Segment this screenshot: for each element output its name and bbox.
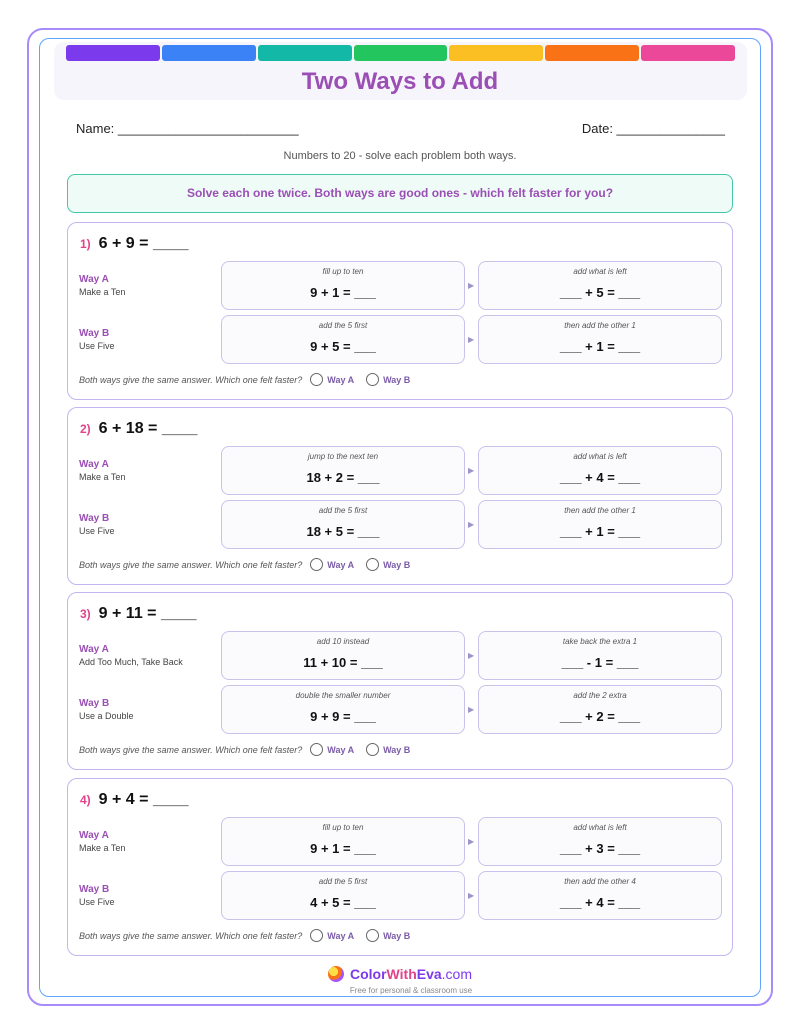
way-a-description: Make a Ten [79,287,126,297]
problem-number: 4) [80,793,91,807]
step-hint: then add the other 1 [564,506,636,515]
arrow-right-icon: ▶ [468,891,475,900]
rainbow-segment [545,45,639,61]
step-equation[interactable]: 9 + 1 = ___ [310,285,376,300]
way-b-step-1[interactable] [221,315,465,364]
way-b-label [79,698,134,721]
compare-question-text: Both ways give the same answer. Which one felt faster? [79,559,303,570]
date-field[interactable]: Date: _______________ [581,121,725,136]
brand-part-eva: Eva [416,966,442,982]
radio-way-b-label: Way B [383,374,411,385]
way-b-title: Way B [79,884,110,895]
problem-number: 1) [80,237,91,251]
step-equation[interactable]: ___ + 4 = ___ [559,470,641,485]
rainbow-segment [162,45,256,61]
rainbow-segment [354,45,448,61]
way-a-label [79,644,183,667]
arrow-right-icon: ▶ [468,281,475,290]
radio-circle-icon[interactable] [310,373,323,386]
footer [0,966,800,995]
way-a-title: Way A [79,644,109,655]
radio-way-a-label: Way A [327,744,355,755]
radio-circle-icon[interactable] [366,373,379,386]
way-a-step-2[interactable] [478,631,722,680]
way-b-description: Use a Double [79,711,134,721]
compare-question-text: Both ways give the same answer. Which one felt faster? [79,930,303,941]
way-b-description: Use Five [79,526,115,536]
radio-way-a-label: Way A [327,374,355,385]
way-b-step-2[interactable] [478,500,722,549]
radio-way-a[interactable] [310,373,354,386]
radio-way-b[interactable] [366,743,410,756]
worksheet-subtitle: Numbers to 20 - solve each problem both ways. [283,150,517,162]
step-equation[interactable]: ___ + 4 = ___ [559,895,641,910]
way-a-description: Make a Ten [79,472,126,482]
radio-circle-icon[interactable] [366,929,379,942]
way-b-label [79,513,115,536]
footer-tagline: Free for personal & classroom use [349,986,473,995]
way-b-title: Way B [79,328,110,339]
step-hint: add the 5 first [318,506,368,515]
step-equation[interactable]: ___ + 3 = ___ [559,841,641,856]
radio-way-b[interactable] [366,558,410,571]
way-a-title: Way A [79,274,109,285]
radio-way-a-label: Way A [327,930,355,941]
palette-logo-icon [328,966,344,982]
step-hint: then add the other 1 [564,321,636,330]
way-b-description: Use Five [79,341,115,351]
arrow-right-icon: ▶ [468,705,475,714]
way-b-step-1[interactable] [221,500,465,549]
step-equation[interactable]: ___ - 1 = ___ [561,655,639,670]
tip-banner: Solve each one twice. Both ways are good ones - which felt faster for you? [67,174,733,213]
step-equation[interactable]: 9 + 5 = ___ [310,339,376,354]
radio-way-a-label: Way A [327,559,355,570]
compare-question-text: Both ways give the same answer. Which one felt faster? [79,374,303,385]
radio-circle-icon[interactable] [310,558,323,571]
problem-header [80,605,197,629]
problem-header [80,235,189,259]
step-equation[interactable]: ___ + 2 = ___ [559,709,641,724]
radio-circle-icon[interactable] [310,929,323,942]
step-hint: add what is left [573,267,627,276]
radio-way-b-label: Way B [383,744,411,755]
worksheet-title: Two Ways to Add [301,68,499,95]
step-equation[interactable]: ___ + 1 = ___ [559,339,641,354]
brand-part-color: Color [349,966,387,982]
step-hint: add the 5 first [318,321,368,330]
step-equation[interactable]: ___ + 5 = ___ [559,285,641,300]
radio-way-b[interactable] [366,373,410,386]
way-b-title: Way B [79,698,110,709]
way-a-step-2[interactable] [478,261,722,310]
radio-way-a[interactable] [310,743,354,756]
way-a-label [79,830,125,853]
problem-header [80,791,189,815]
step-equation[interactable]: 9 + 9 = ___ [310,709,376,724]
radio-way-b-label: Way B [383,930,411,941]
step-equation[interactable]: 18 + 2 = ___ [306,470,380,485]
problem-equation: 9 + 11 = ____ [98,605,197,622]
radio-way-a[interactable] [310,558,354,571]
arrow-right-icon: ▶ [468,466,475,475]
faster-way-question [79,373,422,386]
rainbow-segment [641,45,735,61]
compare-question-text: Both ways give the same answer. Which one felt faster? [79,744,303,755]
arrow-right-icon: ▶ [468,837,475,846]
rainbow-segment [449,45,543,61]
way-b-step-1[interactable] [221,871,465,920]
footer-brand [328,966,472,982]
way-a-step-2[interactable] [478,446,722,495]
way-a-title: Way A [79,830,109,841]
arrow-right-icon: ▶ [468,335,475,344]
faster-way-question [79,929,422,942]
radio-way-b-label: Way B [383,559,411,570]
way-b-step-2[interactable] [478,315,722,364]
step-hint: fill up to ten [322,267,364,276]
faster-way-question [79,558,422,571]
step-hint: add 10 instead [316,637,370,646]
radio-circle-icon[interactable] [366,743,379,756]
rainbow-segment [258,45,352,61]
problem-number: 2) [80,422,91,436]
problem-card [67,407,733,585]
way-b-step-2[interactable] [478,685,722,734]
step-hint: jump to the next ten [307,452,379,461]
way-a-step-1[interactable] [221,817,465,866]
name-field[interactable]: Name: _________________________ [76,121,299,136]
way-a-step-1[interactable] [221,261,465,310]
step-hint: then add the other 4 [564,877,636,886]
radio-way-a[interactable] [310,929,354,942]
step-hint: add what is left [573,452,627,461]
radio-way-b[interactable] [366,929,410,942]
step-equation[interactable]: ___ + 1 = ___ [559,524,641,539]
step-hint: fill up to ten [322,823,364,832]
rainbow-strip [66,45,735,61]
problem-equation: 6 + 18 = ____ [98,420,198,437]
step-hint: add the 5 first [318,877,368,886]
way-a-step-2[interactable] [478,817,722,866]
problem-number: 3) [80,607,91,621]
step-equation[interactable]: 11 + 10 = ___ [303,655,383,670]
radio-circle-icon[interactable] [366,558,379,571]
rainbow-segment [66,45,160,61]
way-b-title: Way B [79,513,110,524]
way-b-description: Use Five [79,897,115,907]
step-equation[interactable]: 9 + 1 = ___ [310,841,376,856]
way-b-step-1[interactable] [221,685,465,734]
problem-header [80,420,197,444]
arrow-right-icon: ▶ [468,520,475,529]
way-a-step-1[interactable] [221,446,465,495]
brand-part-domain: .com [441,966,473,982]
way-b-label [79,328,115,351]
step-hint: add the 2 extra [573,691,627,700]
faster-way-question [79,743,422,756]
way-a-step-1[interactable] [221,631,465,680]
step-hint: take back the extra 1 [562,637,638,646]
brand-name [350,966,472,982]
radio-circle-icon[interactable] [310,743,323,756]
step-equation[interactable]: 4 + 5 = ___ [310,895,376,910]
way-a-description: Make a Ten [79,843,126,853]
problem-equation: 9 + 4 = ____ [98,791,189,808]
problem-card [67,778,733,956]
problem-equation: 6 + 9 = ____ [98,235,189,252]
problem-card [67,592,733,770]
way-b-step-2[interactable] [478,871,722,920]
arrow-right-icon: ▶ [468,651,475,660]
way-a-title: Way A [79,459,109,470]
step-hint: double the smaller number [295,691,391,700]
way-a-label [79,459,125,482]
step-equation[interactable]: 18 + 5 = ___ [306,524,380,539]
step-hint: add what is left [573,823,627,832]
way-a-label [79,274,125,297]
brand-part-with: With [386,966,417,982]
way-a-description: Add Too Much, Take Back [79,657,183,667]
way-b-label [79,884,115,907]
problem-card [67,222,733,400]
